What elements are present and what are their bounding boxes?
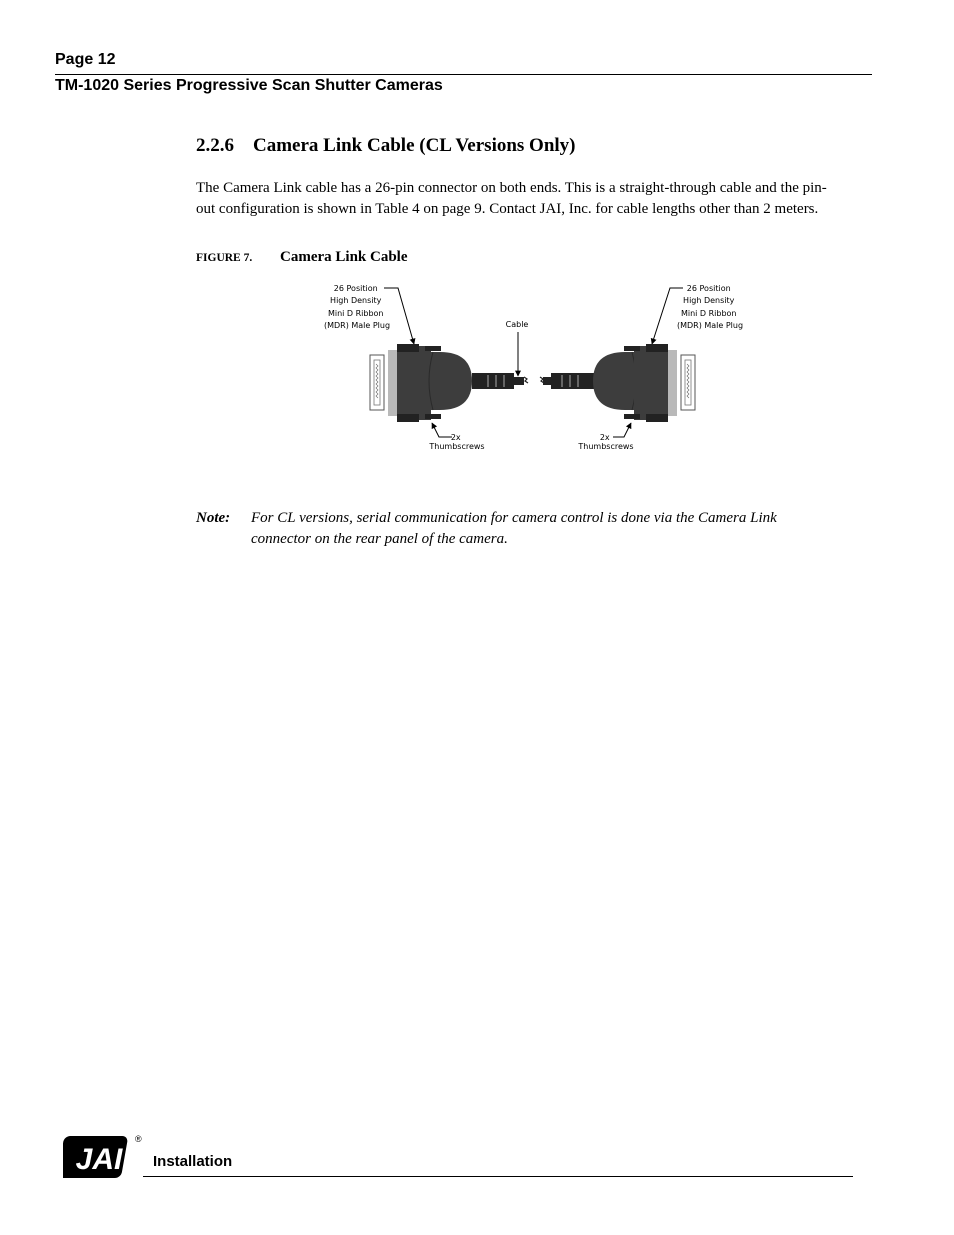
svg-text:JAI: JAI — [75, 1143, 123, 1176]
left-connector-arrow — [384, 288, 414, 344]
thumbscrews-left-arrow — [432, 423, 452, 437]
footer-rule — [143, 1176, 853, 1177]
cable-diagram — [300, 276, 760, 456]
footer-section-label: Installation — [153, 1153, 233, 1170]
right-connector-label: 26 Position High Density Mini D Ribbon (MDR) Male Plug — [676, 284, 744, 330]
body-paragraph: The Camera Link cable has a 26-pin connector on both ends. This is a straight-through cable and the pin-out configuration is shown in Table 4 on page 9. Contact JAI, Inc. for cable lengths other than 2 meters. — [196, 180, 827, 217]
document-title: TM-1020 Series Progressive Scan Shutter Cameras — [55, 77, 443, 94]
right-connector-arrow — [652, 288, 683, 344]
note-text: For CL versions, serial communication for camera control is done via the Camera Link connector on the rear panel of the camera. — [251, 510, 777, 547]
camera-link-cable-figure — [300, 276, 760, 456]
left-connector-label: 26 Position High Density Mini D Ribbon (MDR) Male Plug — [323, 284, 391, 330]
left-connector — [370, 344, 528, 422]
page-number: Page 12 — [55, 51, 116, 68]
figure-caption — [196, 249, 408, 266]
right-connector — [540, 344, 695, 422]
section-heading — [196, 135, 576, 157]
thumbscrews-right-arrow — [613, 423, 631, 437]
figure-title: Camera Link Cable — [280, 249, 408, 265]
section-title: Camera Link Cable (CL Versions Only) — [253, 135, 576, 156]
svg-text:®: ® — [135, 1134, 142, 1144]
note — [196, 508, 816, 549]
figure-label: FIGURE 7. — [196, 252, 253, 264]
jai-logo — [63, 1132, 143, 1180]
section-number: 2.2.6 — [196, 135, 234, 156]
header-rule — [55, 74, 872, 75]
thumbscrews-left-label: 2x Thumbscrews — [429, 433, 485, 451]
cable-label: Cable — [505, 320, 529, 329]
note-label: Note: — [196, 510, 231, 526]
thumbscrews-right-label: 2x Thumbscrews — [578, 433, 634, 451]
